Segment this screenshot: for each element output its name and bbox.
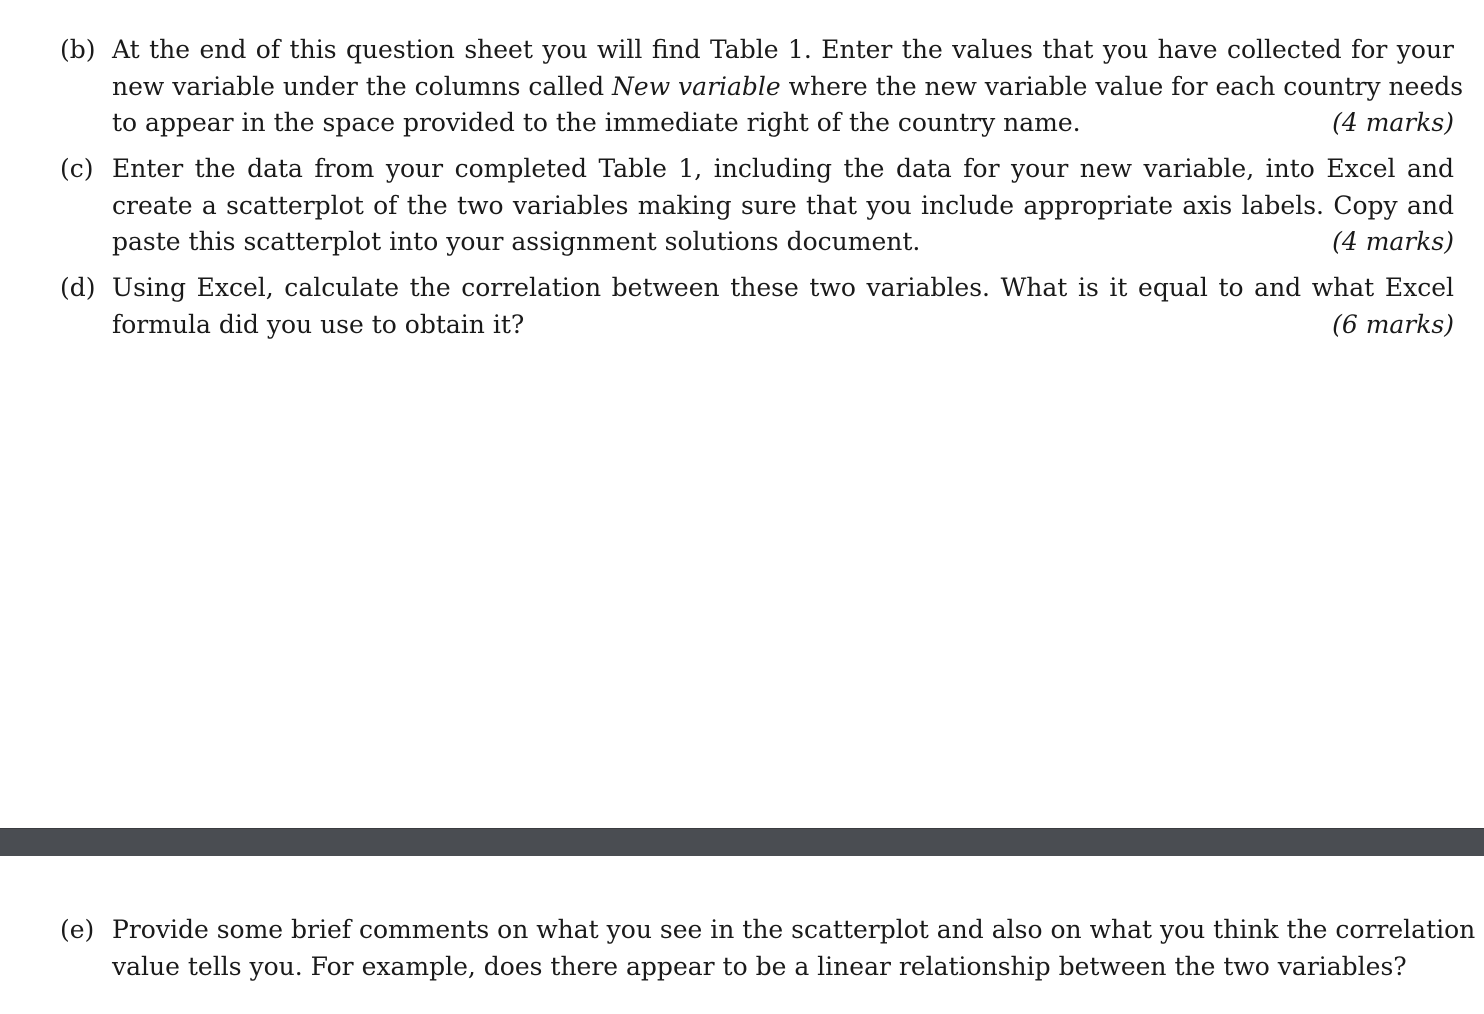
question-c-line-3-text: paste this scatterplot into your assignment solutions document. xyxy=(112,227,921,256)
question-d-label: (d) xyxy=(60,273,96,302)
question-b-line-3-text: to appear in the space provided to the immediate right of the country name. xyxy=(112,108,1081,137)
question-d-line-2-text: formula did you use to obtain it? xyxy=(112,309,525,339)
question-d xyxy=(60,270,1454,343)
question-e-line-2: value tells you. For example, does there appear to be a linear relationship between the two variables? xyxy=(112,951,1407,981)
question-b-line-2-pre: new variable under the columns called xyxy=(112,71,613,101)
document-page-bottom xyxy=(0,856,1484,1014)
question-c-label: (c) xyxy=(60,154,94,183)
question-b-line-3 xyxy=(112,105,1454,142)
question-c-line-2: create a scatterplot of the two variables making sure that you include appropriate axis labels. Copy and xyxy=(112,190,1454,220)
question-e-label: (e) xyxy=(60,915,95,944)
question-b-label: (b) xyxy=(60,35,96,64)
question-b-line-1: At the end of this question sheet you will find Table 1. Enter the values that you have collected for your xyxy=(112,35,1454,64)
question-b xyxy=(60,32,1464,142)
page-separator xyxy=(0,828,1484,856)
question-c-marks: (4 marks) xyxy=(1332,227,1454,256)
question-d-line-2 xyxy=(112,307,1454,344)
question-c xyxy=(60,151,1454,261)
question-b-marks: (4 marks) xyxy=(1332,108,1454,137)
question-d-line-1: Using Excel, calculate the correlation between these two variables. What is it equal to and what Excel xyxy=(112,273,1454,302)
question-c-line-1: Enter the data from your completed Table 1, including the data for your new variable, into Excel and xyxy=(112,154,1454,183)
question-c-line-3 xyxy=(112,224,1454,261)
question-b-line-2-post: where the new variable value for each country needs xyxy=(780,71,1464,101)
question-e xyxy=(60,912,1476,985)
question-b-line-2 xyxy=(112,69,1464,106)
new-variable-emphasis: New variable xyxy=(612,71,781,101)
question-e-line-1: Provide some brief comments on what you see in the scatterplot and also on what you think the correlation xyxy=(112,915,1476,944)
question-d-marks: (6 marks) xyxy=(1332,309,1454,339)
